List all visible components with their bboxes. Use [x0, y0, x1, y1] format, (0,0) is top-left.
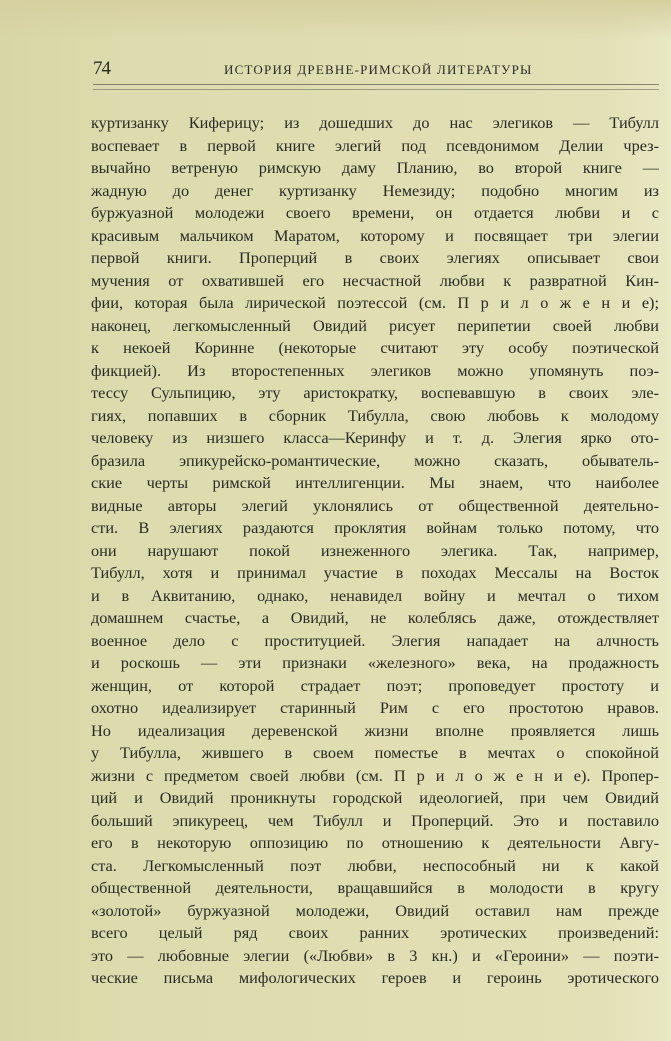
text-line: первой книги. Проперций в своих элегиях описывает свои	[91, 248, 659, 267]
text-line: мучения от охватившей его несчастной любви к развратной Кин-	[91, 270, 659, 290]
text-line: Но идеализация деревенской жизни вполне проявляется лишь	[91, 720, 659, 740]
body-text	[91, 112, 659, 990]
text-line: «золотой» буржуазной молодежи, Овидий оставил нам прежде	[91, 900, 659, 920]
text-line: ста. Легкомысленный поэт любви, неспособный ни к какой	[91, 855, 659, 875]
text-line: всего целый ряд своих ранних эротических произведений:	[91, 923, 659, 942]
text-line: у Тибулла, жившего в своем поместье в мечтах о спокойной	[91, 743, 659, 762]
text-line: вычайно ветреную римскую даму Планию, во второй книге —	[91, 158, 659, 177]
page-number: 74	[93, 58, 110, 79]
text-line: и роскошь — эти признаки «железного» века, на продажность	[91, 653, 659, 672]
text-line: охотно идеализирует старинный Рим с его простотою нравов.	[91, 698, 659, 717]
text-line: видные авторы элегий уклонялись от общественной деятельно-	[91, 495, 659, 515]
running-title: ИСТОРИЯ ДРЕВНЕ-РИМСКОЙ ЛИТЕРАТУРЫ	[224, 62, 533, 77]
text-line: женщин, от которой страдает поэт; проповедует простоту и	[91, 675, 659, 695]
text-line: наконец, легкомысленный Овидий рисует перипетии своей любви	[91, 315, 659, 335]
text-line: жадную до денег куртизанку Немезиду; подобно многим из	[91, 180, 659, 200]
text-line: бразила эпикурейско-романтические, можно сказать, обыватель-	[91, 450, 659, 470]
text-line: больший эпикуреец, чем Тибулл и Проперций. Это и поставило	[91, 810, 659, 830]
text-line: человеку из низшего класса—Керинфу и т. д. Элегия ярко ото-	[91, 428, 659, 447]
text-line: гиях, попавших в сборник Тибулла, свою любовь к молодому	[91, 405, 659, 425]
text-line: Тибулл, хотя и принимал участие в походах Мессалы на Восток	[91, 563, 659, 582]
text-line: ские черты римской интеллигенции. Мы знаем, что наиболее	[91, 473, 659, 492]
text-line: они нарушают покой изнеженного элегика. Так, например,	[91, 540, 659, 560]
header-rule	[93, 84, 659, 90]
text-line: военное дело с проституцией. Элегия нападает на алчность	[91, 630, 659, 650]
paper-stain	[0, 0, 671, 40]
text-line: буржуазной молодежи своего времени, он отдается любви и с	[91, 203, 659, 222]
text-line: куртизанку Киферицу; из дошедших до нас элегиков — Тибулл	[91, 113, 659, 132]
text-line: это — любовные элегии («Любви» в 3 кн.) и «Героини» — поэти-	[91, 945, 659, 965]
text-line: тессу Сульпицию, эту аристократку, воспевавшую в своих эле-	[91, 383, 659, 402]
text-line: к некоей Коринне (некоторые считают эту особу поэтической	[91, 338, 659, 357]
text-line: ческие письма мифологических героев и героинь эротического	[91, 968, 659, 987]
text-line: жизни с предметом своей любви (см. П р и л о ж е н и е). Пропер-	[91, 765, 659, 785]
text-line: красивым мальчиком Маратом, которому и посвящает три элегии	[91, 225, 659, 245]
text-line: и в Аквитанию, однако, ненавидел войну и мечтал о тихом	[91, 585, 659, 605]
text-line: домашнем счастье, а Овидий, не колеблясь даже, отождествляет	[91, 608, 659, 627]
text-line: фии, которая была лирической поэтессой (см. П р и л о ж е н и е);	[91, 293, 659, 312]
text-line: сти. В элегиях раздаются проклятия войнам только потому, что	[91, 518, 659, 537]
text-line: общественной деятельности, вращавшийся в молодости в кругу	[91, 878, 659, 897]
text-line: ций и Овидий проникнуты городской идеологией, при чем Овидий	[91, 788, 659, 807]
text-line: его в некоторую оппозицию по отношению к деятельности Авгу-	[91, 833, 659, 852]
text-line: воспевает в первой книге элегий под псевдонимом Делии чрез-	[91, 135, 659, 155]
text-line: фикцией). Из второстепенных элегиков можно упомянуть поэ-	[91, 360, 659, 380]
